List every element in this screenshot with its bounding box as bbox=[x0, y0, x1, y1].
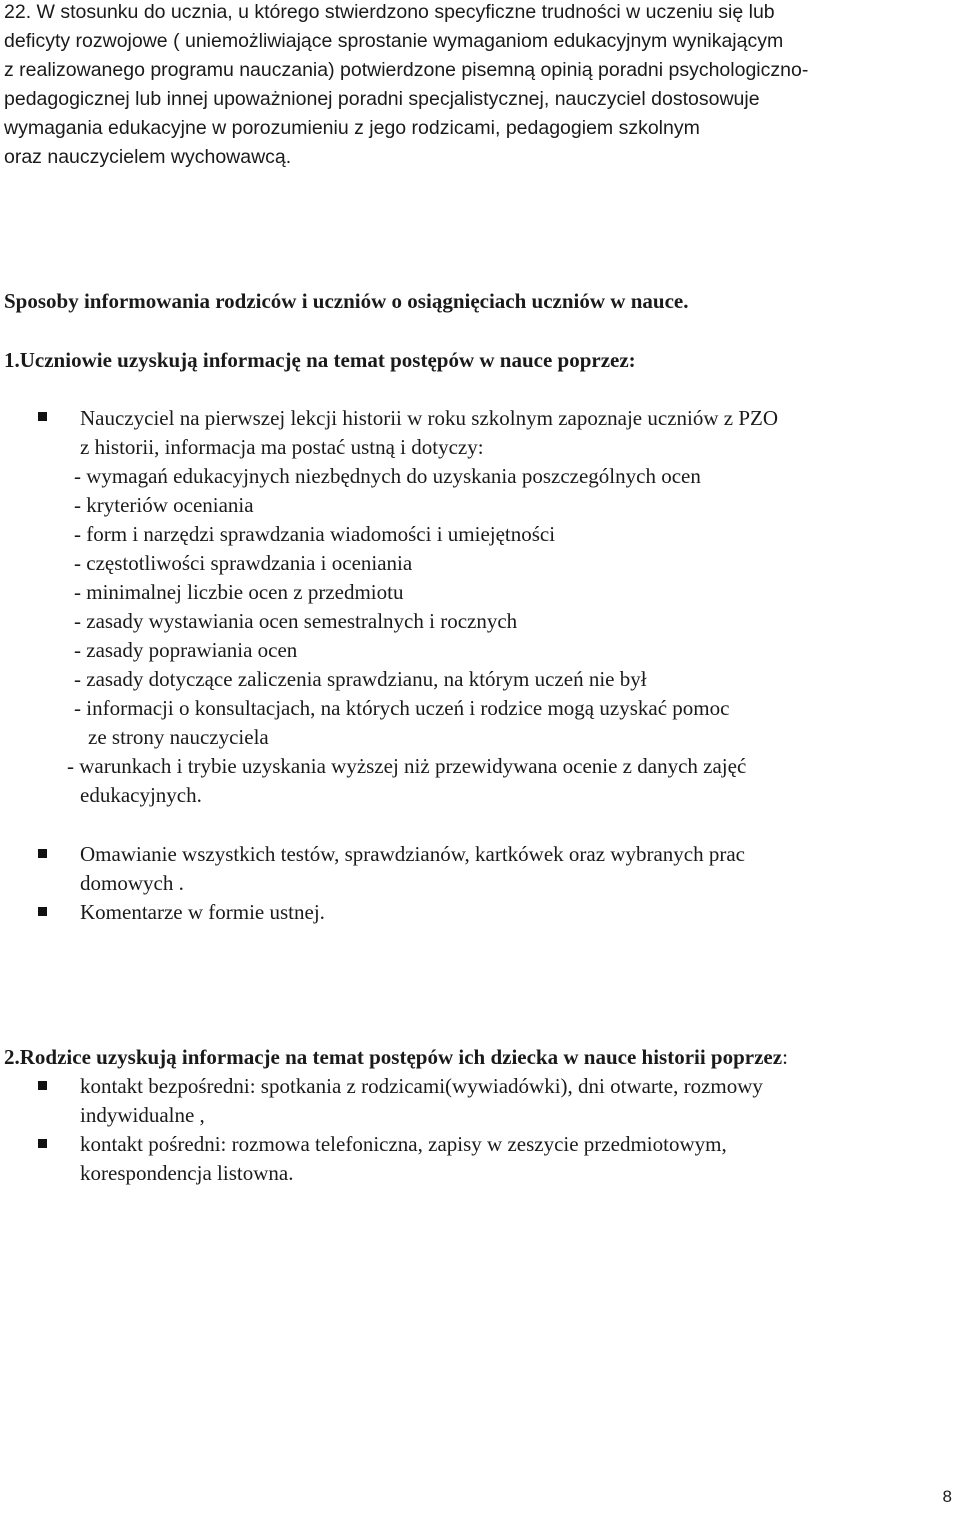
bullet-square-icon bbox=[38, 1139, 47, 1148]
parents-heading-text: 2.Rodzice uzyskują informacje na temat postępów ich dziecka w nauce historii poprzez bbox=[4, 1045, 783, 1069]
students-bullet-2-line-1: Omawianie wszystkich testów, sprawdzianów, kartkówek oraz wybranych prac bbox=[80, 842, 745, 866]
paragraph-22-line-6: oraz nauczycielem wychowawcą. bbox=[4, 146, 292, 168]
students-sublist-item: - informacji o konsultacjach, na których uczeń i rodzice mogą uzyskać pomoc bbox=[74, 696, 730, 720]
parents-bullet-2-line-2: korespondencja listowna. bbox=[80, 1161, 294, 1185]
students-bullet-1-line-2: z historii, informacja ma postać ustną i dotyczy: bbox=[80, 435, 484, 459]
bullet-square-icon bbox=[38, 1081, 47, 1090]
paragraph-22-line-4: pedagogicznej lub innej upoważnionej poradni specjalistycznej, nauczyciel dostosowuje bbox=[4, 88, 760, 110]
students-sublist-item: - zasady dotyczące zaliczenia sprawdzianu, na którym uczeń nie był bbox=[74, 667, 647, 691]
students-sublist-item: - wymagań edukacyjnych niezbędnych do uzyskania poszczególnych ocen bbox=[74, 464, 701, 488]
students-heading: 1.Uczniowie uzyskują informację na temat postępów w nauce poprzez: bbox=[4, 348, 636, 372]
paragraph-22-line-1: 22. W stosunku do ucznia, u którego stwierdzono specyficzne trudności w uczeniu się lub bbox=[4, 1, 775, 23]
students-bullet-2-line-2: domowych . bbox=[80, 871, 184, 895]
students-sublist-item-continuation: ze strony nauczyciela bbox=[88, 725, 269, 749]
students-sublist-item: - warunkach i trybie uzyskania wyższej niż przewidywana ocenie z danych zajęć bbox=[67, 754, 747, 778]
students-sublist-item-continuation: edukacyjnych. bbox=[80, 783, 202, 807]
students-sublist-item: - zasady wystawiania ocen semestralnych i rocznych bbox=[74, 609, 518, 633]
students-sublist-item: - zasady poprawiania ocen bbox=[74, 638, 298, 662]
paragraph-22-line-3: z realizowanego programu nauczania) potwierdzone pisemną opinią poradni psychologiczno- bbox=[4, 59, 809, 81]
bullet-square-icon bbox=[38, 412, 47, 421]
students-sublist-item: - minimalnej liczbie ocen z przedmiotu bbox=[74, 580, 404, 604]
bullet-square-icon bbox=[38, 849, 47, 858]
parents-bullet-1-line-1: kontakt bezpośredni: spotkania z rodzicami(wywiadówki), dni otwarte, rozmowy bbox=[80, 1074, 763, 1098]
students-bullet-3-line-1: Komentarze w formie ustnej. bbox=[80, 900, 325, 924]
page-number: 8 bbox=[942, 1487, 952, 1506]
parents-heading bbox=[4, 1043, 788, 1072]
students-bullet-1-line-1: Nauczyciel na pierwszej lekcji historii w roku szkolnym zapoznaje uczniów z PZO bbox=[80, 406, 779, 430]
paragraph-22-line-2: deficyty rozwojowe ( uniemożliwiające sprostanie wymaganiom edukacyjnym wynikającym bbox=[4, 30, 784, 52]
section-heading: Sposoby informowania rodziców i uczniów o osiągnięciach uczniów w nauce. bbox=[4, 289, 689, 313]
parents-bullet-1-line-2: indywidualne , bbox=[80, 1103, 205, 1127]
students-sublist-item: - form i narzędzi sprawdzania wiadomości i umiejętności bbox=[74, 522, 556, 546]
bullet-square-icon bbox=[38, 907, 47, 916]
parents-heading-colon: : bbox=[782, 1045, 788, 1069]
parents-bullet-2-line-1: kontakt pośredni: rozmowa telefoniczna, zapisy w zeszycie przedmiotowym, bbox=[80, 1132, 727, 1156]
students-sublist-item: - kryteriów oceniania bbox=[74, 493, 254, 517]
paragraph-22-line-5: wymagania edukacyjne w porozumieniu z jego rodzicami, pedagogiem szkolnym bbox=[4, 117, 700, 139]
students-sublist-item: - częstotliwości sprawdzania i oceniania bbox=[74, 551, 413, 575]
